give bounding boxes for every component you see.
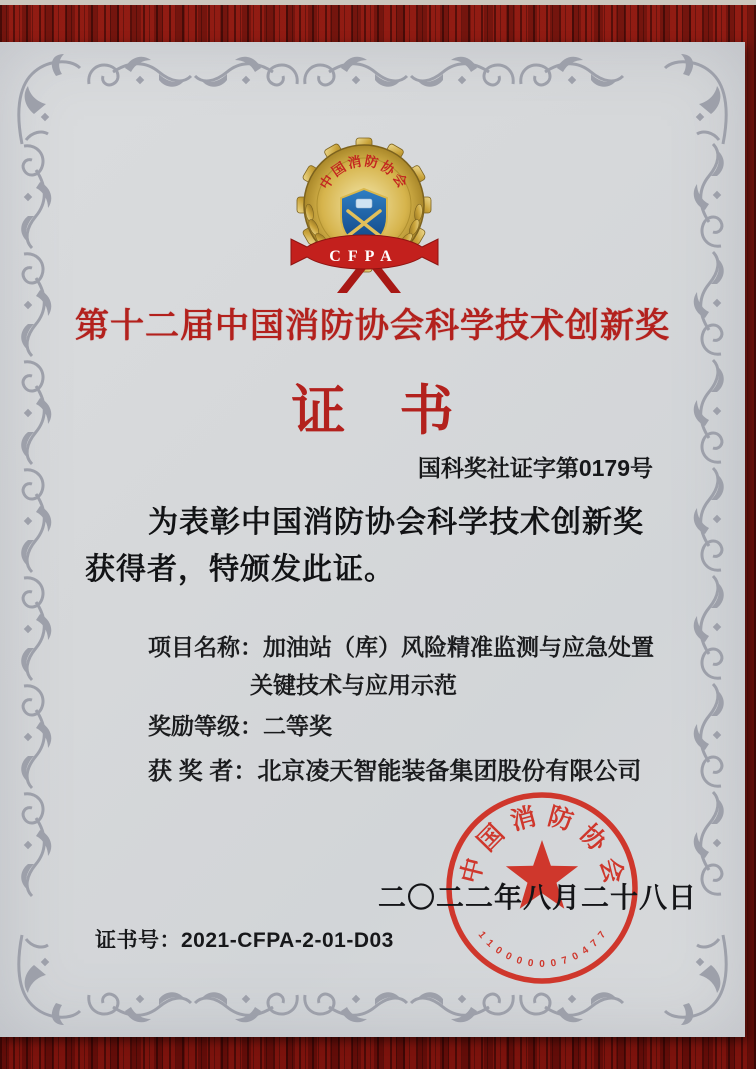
seal-code-digits [476, 929, 609, 970]
winner-value: 北京凌天智能装备集团股份有限公司 [257, 758, 642, 785]
winner-row [148, 751, 641, 786]
award-title: 第十二届中国消防协会科学技术创新奖 [75, 307, 670, 345]
svg-text:7: 7 [560, 954, 570, 968]
project-name-row [148, 629, 654, 662]
svg-text:0: 0 [503, 950, 514, 963]
award-grade-label: 奖励等级： [148, 713, 263, 739]
cert-number-value: 2021-CFPA-2-01-D03 [181, 929, 394, 952]
svg-text:1: 1 [475, 929, 488, 941]
scan-edge-strip [0, 0, 756, 5]
award-grade-row [148, 708, 332, 741]
svg-text:中: 中 [456, 855, 490, 887]
cert-number-row [95, 924, 394, 954]
svg-text:国: 国 [472, 819, 510, 857]
svg-text:4: 4 [580, 944, 591, 958]
svg-text:0: 0 [493, 944, 504, 958]
emblem-arc-text: 中国消防协会 [316, 153, 412, 192]
body-text-line2: 获得者，特颁发此证。 [85, 553, 395, 586]
cert-number-label: 证书号： [95, 929, 181, 952]
svg-text:0: 0 [539, 959, 545, 970]
issue-date: 二〇二二年八月二十八日 [378, 882, 698, 913]
project-name-value-line1: 加油站（库）风险精准监测与应急处置 [263, 634, 654, 660]
doc-title: 证 书 [291, 381, 454, 441]
emblem-banner-icon [291, 235, 438, 293]
svg-text:1: 1 [483, 937, 496, 950]
cfpa-emblem-icon [277, 127, 452, 299]
svg-text:7: 7 [596, 929, 609, 941]
svg-text:0: 0 [526, 957, 535, 970]
svg-text:0: 0 [570, 950, 581, 963]
svg-text:会: 会 [594, 855, 628, 887]
winner-label: 获 奖 者： [148, 758, 258, 785]
svg-text:消: 消 [507, 802, 540, 836]
svg-text:0: 0 [549, 957, 558, 970]
project-name-label: 项目名称： [148, 634, 263, 660]
svg-text:防: 防 [544, 802, 577, 836]
certificate-paper [0, 42, 745, 1037]
svg-text:7: 7 [588, 937, 601, 950]
svg-text:协: 协 [574, 819, 612, 857]
ref-number: 国科奖社证字第0179号 [417, 455, 653, 481]
award-grade-value: 二等奖 [263, 713, 332, 739]
svg-text:0: 0 [514, 954, 524, 968]
emblem-banner-text: CFPA [329, 248, 399, 265]
body-text-line1: 为表彰中国消防协会科学技术创新奖 [148, 506, 644, 539]
project-name-value-line2: 关键技术与应用示范 [250, 672, 457, 698]
